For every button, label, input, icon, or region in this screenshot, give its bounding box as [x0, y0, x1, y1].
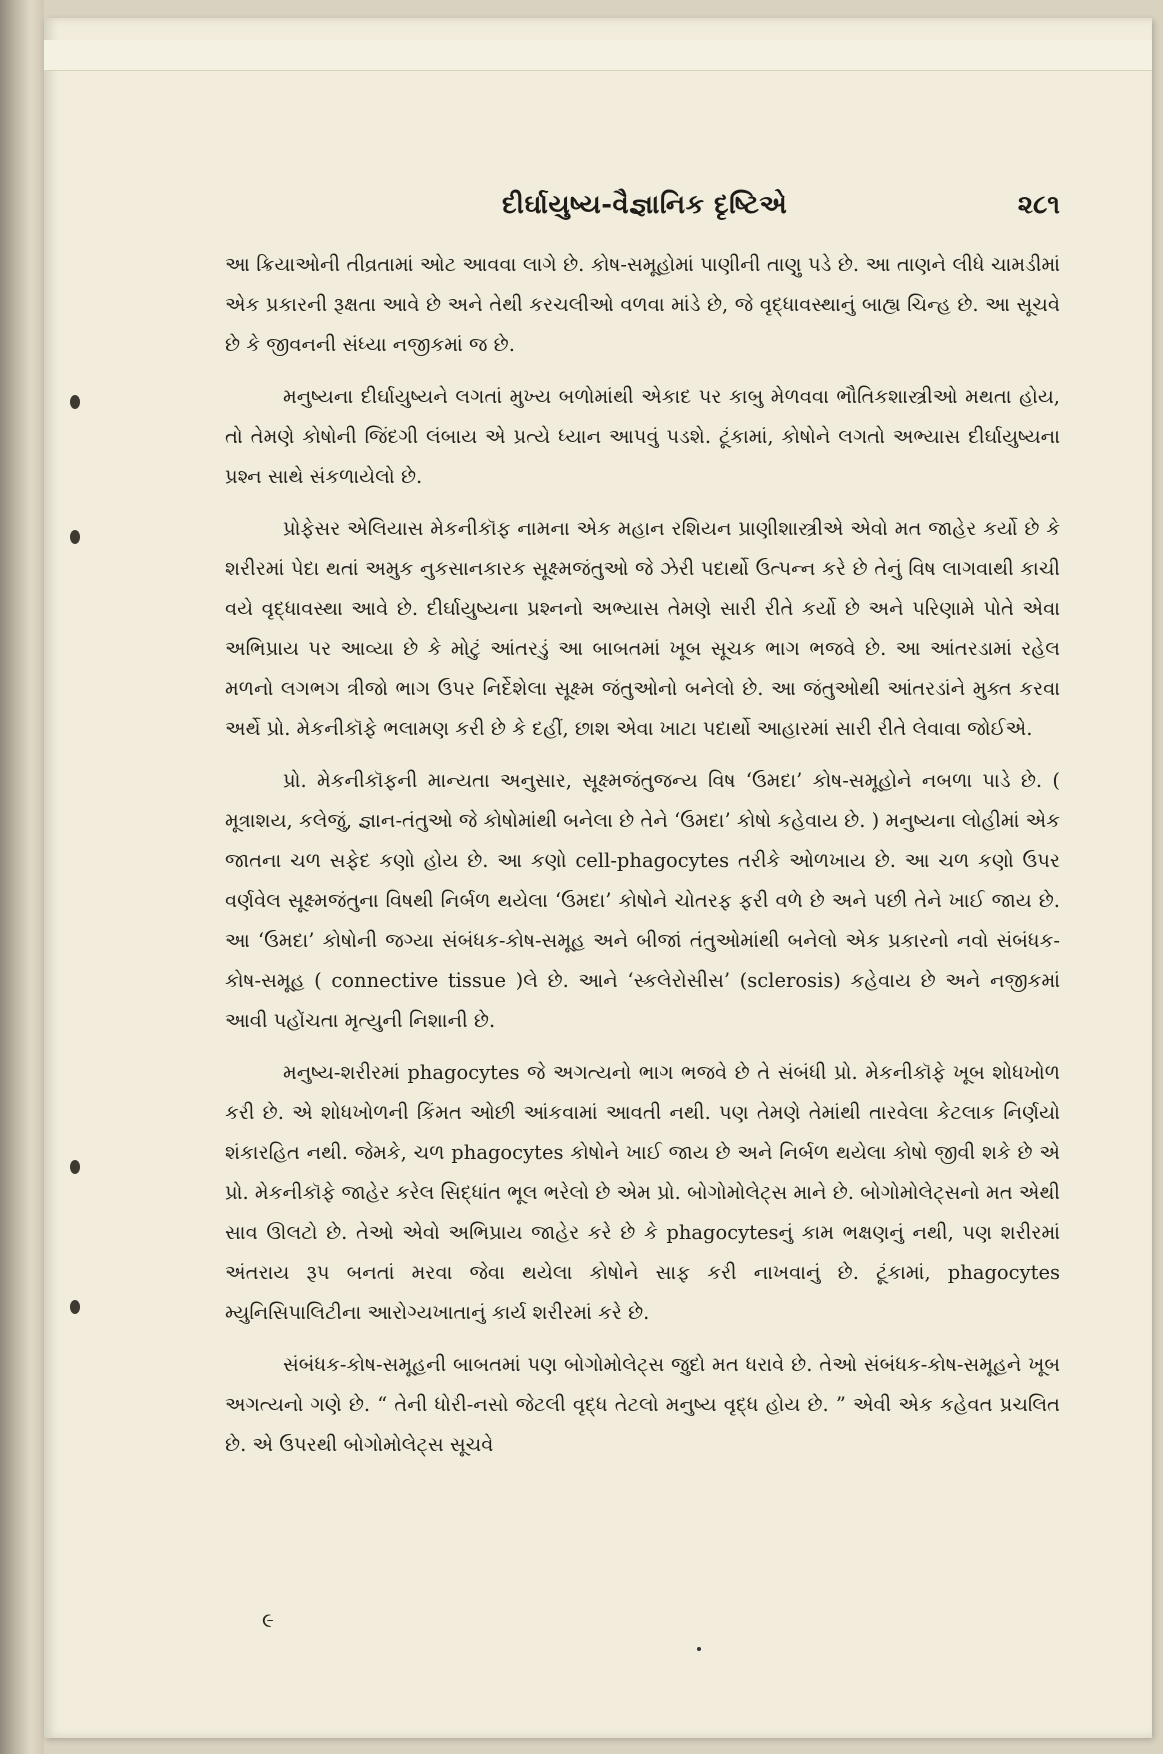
paragraph-3: પ્રોફેસર એલિયાસ મેકનીકૉફ નામના એક મહાન રશિયન પ્રાણીશાસ્ત્રીએ એવો મત જાહેર કર્યો છે કે શરીરમાં પેદા થતાં અમુક નુકસાનકારક સૂક્ષ્મજંતુઓ જે ઝેરી પદાર્થો ઉત્પન્ન કરે છે તેનું વિષ લાગવાથી કાચી વયે વૃદ્ધાવસ્થા આવે છે. દીર્ઘાયુષ્યના પ્રશ્નનો અભ્યાસ તેમણે સારી રીતે કર્યો છે અને પરિણામે પોતે એવા અભિપ્રાય પર આવ્યા છે કે મોટું આંતરડું આ બાબતમાં ખૂબ સૂચક ભાગ ભજવે છે. આ આંતરડામાં રહેલ મળનો લગભગ ત્રીજો ભાગ ઉપર નિર્દેશેલા સૂક્ષ્મ જંતુઓનો બનેલો છે. આ જંતુઓથી આંતરડાંને મુક્ત કરવા અર્થે પ્રો. મેકનીકૉફે ભલામણ કરી છે કે દહીં, છાશ એવા ખાટા પદાર્થો આહારમાં સારી રીતે લેવાવા જોઈએ.: [225, 517, 1060, 740]
paragraph-4: પ્રો. મેકનીકૉફની માન્યતા અનુસાર, સૂક્ષ્મજંતુજન્ય વિષ ‘ઉમદા’ કોષ-સમૂહોને નબળા પાડે છે. ( મૂત્રાશય, કલેજું, જ્ઞાન-તંતુઓ જે કોષોમાંથી બનેલા છે તેને ‘ઉમદા’ કોષો કહેવાય છે. ) મનુષ્યના લોહીમાં એક જાતના ચળ સફેદ કણો હોય છે. આ કણો cell-phagocytes તરીકે ઓળખાય છે. આ ચળ કણો ઉપર વર્ણવેલ સૂક્ષ્મજંતુના વિષથી નિર્બળ થયેલા ‘ઉમદા’ કોષોને ચોતરફ ફરી વળે છે અને પછી તેને ખાઈ જાય છે. આ ‘ઉમદા’ કોષોની જગ્યા સંબંધક-કોષ-સમૂહ અને બીજાં તંતુઓમાંથી બનેલો એક પ્રકારનો નવો સંબંધક-કોષ-સમૂહ ( connective tissue )લે છે. આને ‘સ્કલેરોસીસ’ (sclerosis) કહેવાય છે અને નજીકમાં આવી પહોંચતા મૃત્યુની નિશાની છે.: [225, 769, 1060, 1032]
top-sheet-edge: [44, 40, 1152, 71]
page-number: ૨૮૧: [1017, 190, 1060, 220]
signature-mark: ૯: [262, 1608, 274, 1632]
paragraph-6: સંબંધક-કોષ-સમૂહની બાબતમાં પણ બોગોમોલેટ્સ જુદો મત ધરાવે છે. તેઓ સંબંધક-કોષ-સમૂહને ખૂબ અગત્યનો ગણે છે. “ તેની ધોરી-નસો જેટલી વૃદ્ધ તેટલો મનુષ્ય વૃદ્ધ હોય છે. ” એવી એક કહેવત પ્રચલિત છે. એ ઉપરથી બોગોમોલેટ્સ સૂચવે: [225, 1353, 1060, 1456]
binding-hole: [70, 1160, 80, 1174]
paragraph-1: આ ક્રિયાઓની તીવ્રતામાં ઓટ આવવા લાગે છે. કોષ-સમૂહોમાં પાણીની તાણુ પડે છે. આ તાણને લીધે ચામડીમાં એક પ્રકારની રૂક્ષતા આવે છે અને તેથી કરચલીઓ વળવા માંડે છે, જે વૃદ્ધાવસ્થાનું બાહ્ય ચિન્હ છે. આ સૂચવે છે કે જીવનની સંધ્યા નજીકમાં જ છે.: [225, 253, 1060, 356]
binding-hole: [70, 395, 80, 409]
binding-hole: [70, 530, 80, 544]
ink-dot: [697, 1647, 701, 1651]
paragraph-2: મનુષ્યના દીર્ઘાયુષ્યને લગતાં મુખ્ય બળોમાંથી એકાદ પર કાબુ મેળવવા ભૌતિકશાસ્ત્રીઓ મથતા હોય, તો તેમણે કોષોની જિંદગી લંબાય એ પ્રત્યે ધ્યાન આપવું પડશે. ટૂંકામાં, કોષોને લગતો અભ્યાસ દીર્ઘાયુષ્યના પ્રશ્ન સાથે સંકળાયેલો છે.: [225, 385, 1060, 488]
page-header: [230, 190, 1060, 230]
body-text: [225, 245, 1060, 1477]
book-binding: [0, 0, 44, 1754]
paragraph-5: મનુષ્ય-શરીરમાં phagocytes જે અગત્યનો ભાગ ભજવે છે તે સંબંધી પ્રો. મેકનીકૉફે ખૂબ શોધખોળ કરી છે. એ શોધખોળની કિંમત ઓછી આંકવામાં આવતી નથી. પણ તેમણે તેમાંથી તારવેલા કેટલાક નિર્ણયો શંકારહિત નથી. જેમકે, ચળ phagocytes કોષોને ખાઈ જાય છે અને નિર્બળ થયેલા કોષો જીવી શકે છે એ પ્રો. મેકનીકૉફે જાહેર કરેલ સિદ્ધાંત ભૂલ ભરેલો છે એમ પ્રો. બોગોમોલેટ્સ માને છે. બોગોમોલેટ્સનો મત એથી સાવ ઊલટો છે. તેઓ એવો અભિપ્રાય જાહેર કરે છે કે phagocytesનું કામ ભક્ષણનું નથી, પણ શરીરમાં અંતરાય રૂપ બનતાં મરવા જેવા થયેલા કોષોને સાફ કરી નાખવાનું છે. ટૂંકામાં, phagocytes મ્યુનિસિપાલિટીના આરોગ્યખાતાનું કાર્ય શરીરમાં કરે છે.: [225, 1061, 1060, 1324]
running-title: દીર્ઘાયુષ્ય-વૈજ્ઞાનિક દૃષ્ટિએ: [502, 190, 788, 220]
binding-hole: [70, 1300, 80, 1314]
